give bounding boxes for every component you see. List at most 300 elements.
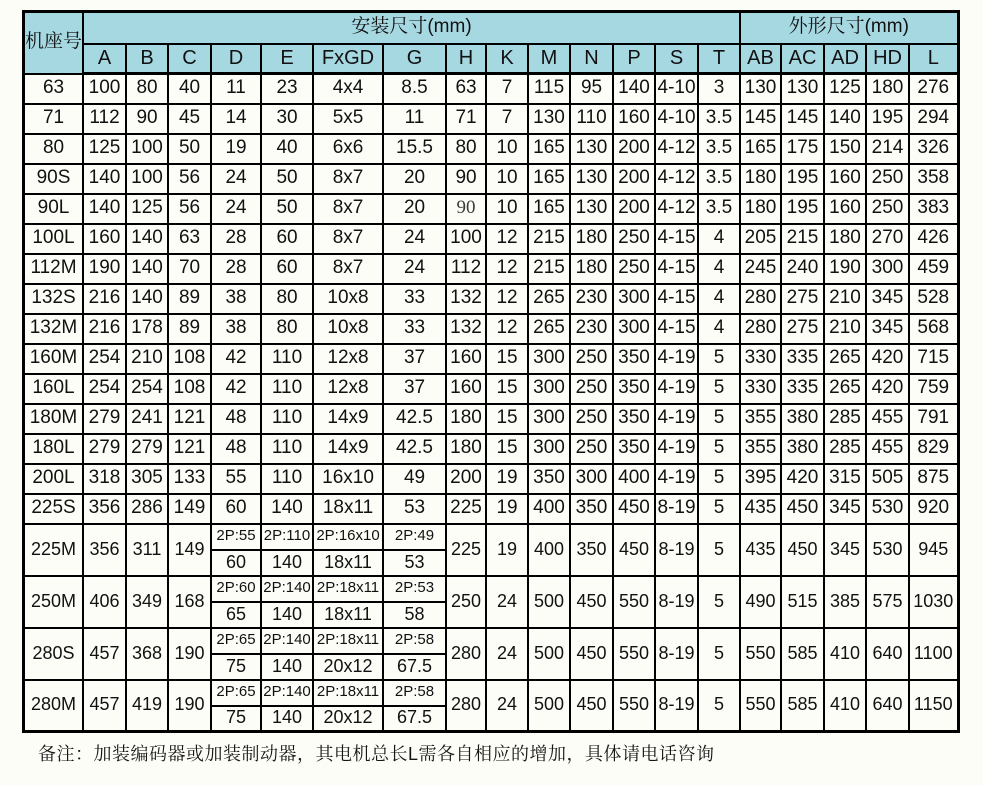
data-cell: 53 [383,494,446,524]
data-cell: 410 [824,680,866,732]
frame-cell: 71 [24,104,84,134]
data-cell: 4-10 [655,74,698,104]
data-cell: 19 [486,464,528,494]
data-cell: 2P:49 [383,524,446,550]
data-cell: 459 [909,254,958,284]
table-row-split-top [24,680,959,706]
data-cell: 63 [446,74,486,104]
data-cell: 10x8 [313,314,383,344]
data-cell: 3.5 [698,194,740,224]
data-cell: 300 [613,314,655,344]
data-cell: 10 [486,194,528,224]
data-cell: 240 [781,254,824,284]
data-cell: 350 [613,374,655,404]
data-cell: 330 [740,344,781,374]
data-cell: 300 [570,464,613,494]
data-cell: 15 [486,374,528,404]
data-cell: 326 [909,134,958,164]
data-cell: 42 [211,344,261,374]
data-cell: 3.5 [698,134,740,164]
data-cell: 205 [740,224,781,254]
data-cell: 145 [740,104,781,134]
data-cell: 4-10 [655,104,698,134]
data-cell: 2P:65 [211,628,261,654]
data-cell: 1150 [909,680,958,732]
data-cell: 89 [168,284,211,314]
data-cell: 215 [528,254,570,284]
data-cell: 5 [698,680,740,732]
data-cell: 515 [781,576,824,628]
data-cell: 12 [486,224,528,254]
data-cell: 920 [909,494,958,524]
data-cell: 24 [486,680,528,732]
data-cell: 4-15 [655,284,698,314]
data-cell: 640 [866,628,909,680]
data-cell: 95 [570,74,613,104]
data-cell: 180 [740,194,781,224]
data-cell: 12 [486,284,528,314]
data-cell: 300 [866,254,909,284]
frame-cell: 100L [24,224,84,254]
data-cell: 49 [383,464,446,494]
frame-cell: 280M [24,680,84,732]
data-cell: 2P:140 [261,680,313,706]
data-cell: 280 [740,284,781,314]
data-cell: 5 [698,374,740,404]
data-cell: 550 [613,680,655,732]
data-cell: 490 [740,576,781,628]
data-cell: 14x9 [313,434,383,464]
data-cell: 130 [740,74,781,104]
table-row-split-top [24,576,959,602]
data-cell: 125 [83,134,126,164]
data-cell: 110 [570,104,613,134]
data-cell: 56 [168,194,211,224]
data-cell: 5 [698,434,740,464]
frame-cell: 160M [24,344,84,374]
data-cell: 265 [824,344,866,374]
data-cell: 294 [909,104,958,134]
data-cell: 230 [570,314,613,344]
data-cell: 450 [781,494,824,524]
data-cell: 10x8 [313,284,383,314]
data-cell: 230 [570,284,613,314]
table-row [24,104,959,134]
data-cell: 550 [740,680,781,732]
data-cell: 24 [486,628,528,680]
data-cell: 16x10 [313,464,383,494]
frame-cell: 132S [24,284,84,314]
data-cell: 335 [781,374,824,404]
data-cell: 5 [698,628,740,680]
data-cell: 300 [528,344,570,374]
data-cell: 2P:18x11 [313,680,383,706]
data-cell: 285 [824,434,866,464]
data-cell: 18x11 [313,494,383,524]
data-cell: 4 [698,314,740,344]
data-cell: 279 [83,404,126,434]
frame-cell: 112M [24,254,84,284]
data-cell: 6x6 [313,134,383,164]
data-cell: 400 [528,524,570,576]
data-cell: 575 [866,576,909,628]
data-cell: 8x7 [313,194,383,224]
data-cell: 12x8 [313,374,383,404]
footnote: 备注：加装编码器或加装制动器，其电机总长L需各自相应的增加，具体请电话咨询 [38,744,715,764]
data-cell: 315 [824,464,866,494]
data-cell: 829 [909,434,958,464]
data-cell: 53 [383,550,446,576]
data-cell: 15 [486,344,528,374]
data-cell: 4-12 [655,164,698,194]
data-cell: 12 [486,314,528,344]
data-cell: 130 [570,164,613,194]
data-cell: 112 [446,254,486,284]
data-cell: 450 [613,524,655,576]
data-cell: 8x7 [313,224,383,254]
data-cell: 180 [446,434,486,464]
data-cell: 108 [168,374,211,404]
outline-dimensions-header: 外形尺寸(mm) [740,12,958,44]
data-cell: 450 [570,576,613,628]
column-header-p: P [613,44,655,74]
frame-cell: 132M [24,314,84,344]
data-cell: 276 [909,74,958,104]
data-cell: 80 [261,284,313,314]
data-cell: 110 [261,434,313,464]
data-cell: 250 [866,164,909,194]
data-cell: 406 [83,576,126,628]
data-cell: 450 [570,628,613,680]
table-row [24,284,959,314]
table-row [24,344,959,374]
data-cell: 286 [126,494,168,524]
data-cell: 160 [83,224,126,254]
data-cell: 7 [486,74,528,104]
data-cell: 20x12 [313,706,383,732]
data-cell: 1100 [909,628,958,680]
frame-cell: 80 [24,134,84,164]
table-row-split-top [24,628,959,654]
data-cell: 250 [613,254,655,284]
data-cell: 250 [570,434,613,464]
data-cell: 300 [528,374,570,404]
data-cell: 350 [570,494,613,524]
frame-cell: 250M [24,576,84,628]
data-cell: 67.5 [383,706,446,732]
data-cell: 420 [866,344,909,374]
data-cell: 225 [446,524,486,576]
data-cell: 160 [446,374,486,404]
frame-number-header: 机座号 [24,12,84,74]
data-cell: 75 [211,654,261,680]
data-cell: 285 [824,404,866,434]
data-cell: 50 [261,194,313,224]
data-cell: 2P:110 [261,524,313,550]
data-cell: 20x12 [313,654,383,680]
data-cell: 18x11 [313,602,383,628]
data-cell: 60 [211,550,261,576]
data-cell: 195 [781,164,824,194]
data-cell: 214 [866,134,909,164]
data-cell: 759 [909,374,958,404]
data-cell: 300 [613,284,655,314]
data-cell: 70 [168,254,211,284]
data-cell: 80 [261,314,313,344]
data-cell: 121 [168,434,211,464]
data-cell: 80 [446,134,486,164]
column-header-t: T [698,44,740,74]
data-cell: 48 [211,404,261,434]
data-cell: 140 [824,104,866,134]
data-cell: 10 [486,164,528,194]
data-cell: 33 [383,284,446,314]
data-cell: 241 [126,404,168,434]
data-cell: 75 [211,706,261,732]
data-cell: 125 [824,74,866,104]
data-cell: 280 [740,314,781,344]
data-cell: 200 [613,164,655,194]
data-cell: 4 [698,284,740,314]
column-letters-row [24,44,959,74]
data-cell: 19 [486,494,528,524]
data-cell: 2P:65 [211,680,261,706]
data-cell: 450 [781,524,824,576]
data-cell: 3.5 [698,164,740,194]
data-cell: 435 [740,524,781,576]
data-cell: 15 [486,434,528,464]
frame-cell: 63 [24,74,84,104]
data-cell: 8.5 [383,74,446,104]
table-row [24,134,959,164]
data-cell: 8-19 [655,576,698,628]
data-cell: 55 [211,464,261,494]
data-cell: 4 [698,224,740,254]
data-cell: 210 [126,344,168,374]
data-cell: 8x7 [313,254,383,284]
column-header-ac: AC [781,44,824,74]
data-cell: 2P:140 [261,576,313,602]
data-cell: 2P:58 [383,628,446,654]
data-cell: 24 [383,254,446,284]
data-cell: 50 [261,164,313,194]
data-cell: 358 [909,164,958,194]
data-cell: 165 [528,194,570,224]
data-cell: 550 [613,576,655,628]
data-cell: 45 [168,104,211,134]
data-cell: 23 [261,74,313,104]
data-cell: 450 [613,494,655,524]
data-cell: 383 [909,194,958,224]
data-cell: 110 [261,464,313,494]
data-cell: 195 [781,194,824,224]
data-cell: 350 [613,404,655,434]
table-row [24,314,959,344]
data-cell: 215 [781,224,824,254]
data-cell: 145 [781,104,824,134]
data-cell: 140 [261,654,313,680]
data-cell: 568 [909,314,958,344]
data-cell: 356 [83,524,126,576]
data-cell: 455 [866,434,909,464]
data-cell: 1030 [909,576,958,628]
data-cell: 640 [866,680,909,732]
data-cell: 250 [570,404,613,434]
data-cell: 180 [570,254,613,284]
motor-dimensions-table [22,10,960,733]
data-cell: 14x9 [313,404,383,434]
data-cell: 225 [446,494,486,524]
data-cell: 350 [613,344,655,374]
table-row [24,374,959,404]
data-cell: 2P:53 [383,576,446,602]
column-header-ad: AD [824,44,866,74]
table-row [24,404,959,434]
data-cell: 349 [126,576,168,628]
data-cell: 38 [211,284,261,314]
data-cell: 15.5 [383,134,446,164]
data-cell: 210 [824,314,866,344]
data-cell: 330 [740,374,781,404]
data-cell: 419 [126,680,168,732]
data-cell: 455 [866,404,909,434]
data-cell: 100 [126,134,168,164]
column-header-k: K [486,44,528,74]
data-cell: 12x8 [313,344,383,374]
data-cell: 180 [740,164,781,194]
data-cell: 165 [528,134,570,164]
data-cell: 110 [261,404,313,434]
data-cell: 4-19 [655,374,698,404]
data-cell: 15 [486,404,528,434]
data-cell: 190 [83,254,126,284]
table-row [24,434,959,464]
data-cell: 132 [446,314,486,344]
data-cell: 380 [781,404,824,434]
table-row [24,194,959,224]
data-cell: 585 [781,628,824,680]
column-header-h: H [446,44,486,74]
column-header-n: N [570,44,613,74]
data-cell: 168 [168,576,211,628]
column-header-fxgd: FxGD [313,44,383,74]
data-cell: 350 [613,434,655,464]
data-cell: 90 [446,194,486,224]
data-cell: 5x5 [313,104,383,134]
data-cell: 275 [781,284,824,314]
data-cell: 457 [83,628,126,680]
data-cell: 4-19 [655,344,698,374]
table-row [24,254,959,284]
data-cell: 250 [866,194,909,224]
data-cell: 190 [168,628,211,680]
data-cell: 140 [126,254,168,284]
data-cell: 90 [126,104,168,134]
data-cell: 40 [261,134,313,164]
data-cell: 2P:60 [211,576,261,602]
data-cell: 150 [824,134,866,164]
table-row [24,224,959,254]
data-cell: 180 [866,74,909,104]
data-cell: 200 [446,464,486,494]
data-cell: 250 [446,576,486,628]
data-cell: 100 [126,164,168,194]
data-cell: 130 [528,104,570,134]
frame-cell: 180M [24,404,84,434]
column-header-s: S [655,44,698,74]
frame-cell: 160L [24,374,84,404]
data-cell: 140 [261,494,313,524]
data-cell: 4-19 [655,434,698,464]
data-cell: 18x11 [313,550,383,576]
data-cell: 500 [528,628,570,680]
data-cell: 65 [211,602,261,628]
data-cell: 8-19 [655,524,698,576]
data-cell: 300 [528,434,570,464]
data-cell: 180 [824,224,866,254]
data-cell: 355 [740,404,781,434]
data-cell: 4-15 [655,314,698,344]
data-cell: 140 [83,194,126,224]
data-cell: 4-19 [655,464,698,494]
data-cell: 528 [909,284,958,314]
data-cell: 2P:16x10 [313,524,383,550]
data-cell: 3 [698,74,740,104]
data-cell: 130 [570,194,613,224]
data-cell: 90 [446,164,486,194]
data-cell: 60 [261,254,313,284]
data-cell: 200 [613,134,655,164]
data-cell: 505 [866,464,909,494]
data-cell: 195 [866,104,909,134]
data-cell: 89 [168,314,211,344]
data-cell: 265 [528,284,570,314]
data-cell: 2P:55 [211,524,261,550]
data-cell: 216 [83,314,126,344]
data-cell: 279 [83,434,126,464]
data-cell: 28 [211,254,261,284]
data-cell: 100 [83,74,126,104]
data-cell: 165 [740,134,781,164]
data-cell: 37 [383,374,446,404]
column-header-g: G [383,44,446,74]
data-cell: 300 [528,404,570,434]
data-cell: 356 [83,494,126,524]
frame-cell: 90L [24,194,84,224]
data-cell: 30 [261,104,313,134]
data-cell: 345 [866,284,909,314]
data-cell: 335 [781,344,824,374]
frame-cell: 225S [24,494,84,524]
data-cell: 140 [261,550,313,576]
data-cell: 50 [168,134,211,164]
frame-cell: 200L [24,464,84,494]
data-cell: 450 [570,680,613,732]
data-cell: 121 [168,404,211,434]
column-header-b: B [126,44,168,74]
data-cell: 4 [698,254,740,284]
data-cell: 275 [781,314,824,344]
data-cell: 215 [528,224,570,254]
data-cell: 4-12 [655,134,698,164]
data-cell: 190 [168,680,211,732]
data-cell: 945 [909,524,958,576]
data-cell: 20 [383,164,446,194]
data-cell: 2P:18x11 [313,628,383,654]
data-cell: 42.5 [383,434,446,464]
data-cell: 130 [570,134,613,164]
data-cell: 250 [570,374,613,404]
